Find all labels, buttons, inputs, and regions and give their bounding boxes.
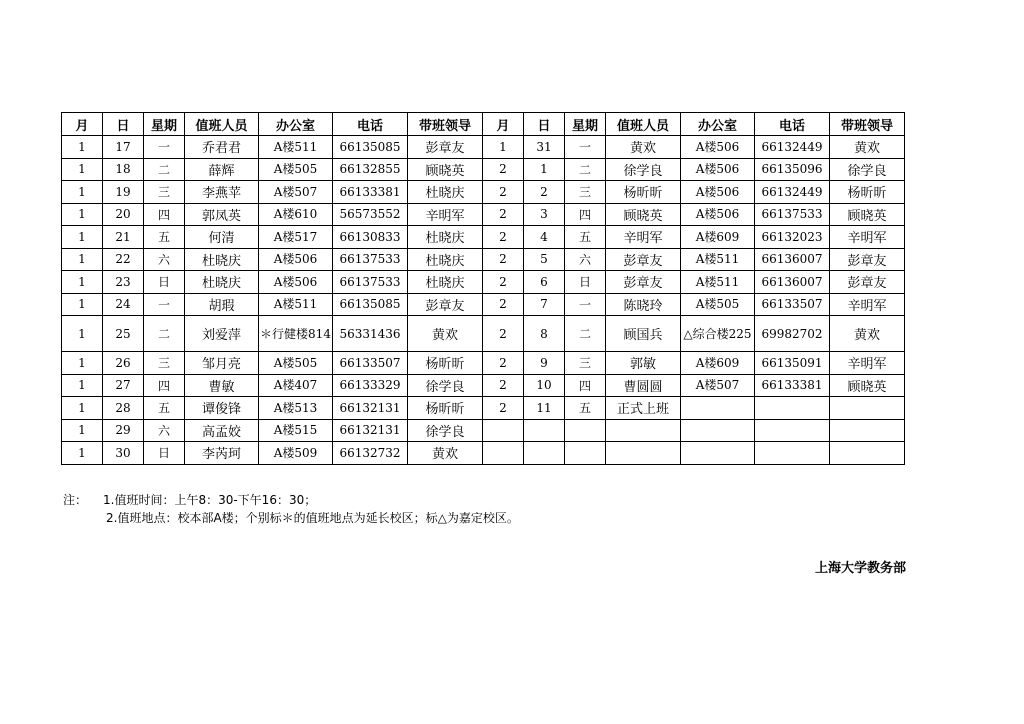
cell-weekday: 五	[144, 226, 185, 249]
cell-duty-person: 胡瑕	[185, 293, 259, 316]
col-header-leader: 带班领导	[830, 113, 905, 136]
cell-day	[524, 442, 565, 465]
cell-month: 1	[62, 374, 103, 397]
cell-duty-person: 陈晓玲	[606, 293, 681, 316]
cell-month: 2	[483, 203, 524, 226]
cell-leader: 彭章友	[408, 136, 483, 159]
notes-section	[63, 491, 519, 527]
cell-phone: 56573552	[333, 203, 408, 226]
cell-month: 1	[62, 271, 103, 294]
cell-day: 22	[103, 248, 144, 271]
cell-phone: 69982702	[755, 316, 830, 352]
cell-day: 8	[524, 316, 565, 352]
cell-phone: 66136007	[755, 248, 830, 271]
cell-phone: 66132855	[333, 158, 408, 181]
cell-leader: 杜晓庆	[408, 181, 483, 204]
cell-day: 27	[103, 374, 144, 397]
cell-leader: 顾晓英	[408, 158, 483, 181]
notes-label: 注：	[63, 493, 88, 507]
col-header-phone: 电话	[333, 113, 408, 136]
cell-duty-person: 李燕苹	[185, 181, 259, 204]
cell-leader	[830, 397, 905, 420]
cell-day: 28	[103, 397, 144, 420]
cell-office: A楼511	[259, 136, 333, 159]
cell-phone: 66135096	[755, 158, 830, 181]
cell-duty-person: 顾晓英	[606, 203, 681, 226]
cell-leader: 黄欢	[830, 316, 905, 352]
cell-leader: 辛明军	[830, 352, 905, 375]
cell-weekday: 三	[144, 352, 185, 375]
col-header-duty-person: 值班人员	[606, 113, 681, 136]
cell-duty-person: 彭章友	[606, 248, 681, 271]
cell-office: A楼511	[681, 248, 755, 271]
table-row	[62, 374, 905, 397]
cell-month: 2	[483, 248, 524, 271]
cell-weekday: 日	[144, 271, 185, 294]
cell-day: 29	[103, 419, 144, 442]
cell-phone: 66132131	[333, 419, 408, 442]
cell-weekday	[565, 442, 606, 465]
cell-month: 1	[62, 293, 103, 316]
cell-leader: 黄欢	[408, 316, 483, 352]
cell-day: 4	[524, 226, 565, 249]
cell-leader: 辛明军	[830, 226, 905, 249]
table-row	[62, 136, 905, 159]
cell-duty-person: 彭章友	[606, 271, 681, 294]
cell-day: 17	[103, 136, 144, 159]
cell-phone: 66130833	[333, 226, 408, 249]
cell-duty-person: 何清	[185, 226, 259, 249]
cell-phone: 66136007	[755, 271, 830, 294]
note-duty-time: 1.值班时间：上午8：30-下午16：30；	[103, 493, 317, 507]
cell-weekday: 六	[144, 419, 185, 442]
cell-month: 2	[483, 316, 524, 352]
note-duty-location: 2.值班地点：校本部A楼；个别标＊的值班地点为延长校区；标△为嘉定校区。	[106, 511, 519, 525]
cell-duty-person: 薛辉	[185, 158, 259, 181]
cell-phone: 66133381	[755, 374, 830, 397]
cell-month	[483, 419, 524, 442]
cell-office: A楼509	[259, 442, 333, 465]
cell-duty-person: 曹敏	[185, 374, 259, 397]
cell-month: 1	[62, 419, 103, 442]
cell-day: 6	[524, 271, 565, 294]
cell-day: 7	[524, 293, 565, 316]
cell-day: 11	[524, 397, 565, 420]
cell-duty-person: 杜晓庆	[185, 271, 259, 294]
cell-office: A楼506	[681, 181, 755, 204]
cell-weekday: 六	[144, 248, 185, 271]
cell-weekday: 二	[565, 158, 606, 181]
cell-month: 2	[483, 226, 524, 249]
cell-weekday: 五	[144, 397, 185, 420]
cell-duty-person: 郭敏	[606, 352, 681, 375]
cell-duty-person: 谭俊锋	[185, 397, 259, 420]
cell-duty-person: 邹月亮	[185, 352, 259, 375]
cell-weekday: 一	[144, 136, 185, 159]
cell-weekday: 三	[565, 181, 606, 204]
cell-month: 1	[62, 203, 103, 226]
cell-phone: 66132732	[333, 442, 408, 465]
cell-month: 2	[483, 352, 524, 375]
cell-phone: 66132449	[755, 136, 830, 159]
cell-day: 10	[524, 374, 565, 397]
cell-phone: 66133381	[333, 181, 408, 204]
cell-office: A楼506	[681, 136, 755, 159]
cell-day: 9	[524, 352, 565, 375]
col-header-phone: 电话	[755, 113, 830, 136]
cell-office	[681, 419, 755, 442]
cell-weekday: 四	[565, 203, 606, 226]
table-header-row	[62, 113, 905, 136]
cell-duty-person: 高孟姣	[185, 419, 259, 442]
cell-day: 31	[524, 136, 565, 159]
cell-duty-person: 徐学良	[606, 158, 681, 181]
cell-day: 30	[103, 442, 144, 465]
cell-leader: 徐学良	[408, 374, 483, 397]
table-row	[62, 158, 905, 181]
table-row	[62, 248, 905, 271]
cell-phone: 56331436	[333, 316, 408, 352]
cell-weekday: 一	[565, 293, 606, 316]
cell-month: 1	[62, 181, 103, 204]
cell-office	[681, 442, 755, 465]
cell-weekday	[565, 419, 606, 442]
cell-day: 21	[103, 226, 144, 249]
cell-day: 25	[103, 316, 144, 352]
cell-day: 23	[103, 271, 144, 294]
cell-leader: 辛明军	[408, 203, 483, 226]
cell-phone: 66135085	[333, 293, 408, 316]
table-row	[62, 397, 905, 420]
cell-weekday: 四	[144, 374, 185, 397]
cell-day: 5	[524, 248, 565, 271]
cell-weekday: 三	[144, 181, 185, 204]
cell-leader: 辛明军	[830, 293, 905, 316]
cell-office: A楼507	[681, 374, 755, 397]
cell-duty-person: 乔君君	[185, 136, 259, 159]
cell-duty-person: 刘爱萍	[185, 316, 259, 352]
table-row	[62, 181, 905, 204]
cell-day: 20	[103, 203, 144, 226]
cell-office: △综合楼225	[681, 316, 755, 352]
cell-duty-person	[606, 442, 681, 465]
cell-office: A楼609	[681, 352, 755, 375]
cell-phone: 66137533	[333, 271, 408, 294]
cell-office: A楼505	[259, 158, 333, 181]
col-header-month: 月	[62, 113, 103, 136]
cell-weekday: 一	[144, 293, 185, 316]
cell-phone	[755, 397, 830, 420]
cell-office: A楼511	[681, 271, 755, 294]
cell-office: A楼610	[259, 203, 333, 226]
cell-month	[483, 442, 524, 465]
table-row	[62, 316, 905, 352]
cell-office: A楼507	[259, 181, 333, 204]
col-header-weekday: 星期	[144, 113, 185, 136]
cell-phone: 66135085	[333, 136, 408, 159]
cell-month: 2	[483, 271, 524, 294]
table-row	[62, 293, 905, 316]
cell-office: A楼407	[259, 374, 333, 397]
cell-duty-person: 黄欢	[606, 136, 681, 159]
cell-office	[681, 397, 755, 420]
table-row	[62, 442, 905, 465]
cell-month: 1	[62, 158, 103, 181]
cell-month: 1	[62, 226, 103, 249]
table-row	[62, 271, 905, 294]
cell-phone: 66133329	[333, 374, 408, 397]
cell-office: A楼505	[681, 293, 755, 316]
cell-leader: 徐学良	[830, 158, 905, 181]
cell-office: A楼506	[259, 271, 333, 294]
cell-leader: 顾晓英	[830, 203, 905, 226]
table-row	[62, 352, 905, 375]
cell-phone: 66132131	[333, 397, 408, 420]
cell-duty-person: 正式上班	[606, 397, 681, 420]
cell-office: A楼515	[259, 419, 333, 442]
cell-month: 1	[483, 136, 524, 159]
cell-day: 2	[524, 181, 565, 204]
cell-day: 24	[103, 293, 144, 316]
cell-phone: 66133507	[333, 352, 408, 375]
cell-duty-person: 曹圆圆	[606, 374, 681, 397]
col-header-weekday: 星期	[565, 113, 606, 136]
col-header-duty-person: 值班人员	[185, 113, 259, 136]
cell-month: 1	[62, 442, 103, 465]
cell-day: 18	[103, 158, 144, 181]
cell-month: 2	[483, 181, 524, 204]
col-header-leader: 带班领导	[408, 113, 483, 136]
cell-leader: 杨昕昕	[408, 397, 483, 420]
cell-phone	[755, 442, 830, 465]
cell-leader: 杨昕昕	[830, 181, 905, 204]
cell-month: 1	[62, 397, 103, 420]
cell-duty-person: 辛明军	[606, 226, 681, 249]
table-row	[62, 226, 905, 249]
cell-phone: 66137533	[755, 203, 830, 226]
cell-leader: 彭章友	[408, 293, 483, 316]
cell-office: A楼517	[259, 226, 333, 249]
cell-day: 1	[524, 158, 565, 181]
cell-leader: 彭章友	[830, 248, 905, 271]
table-row	[62, 419, 905, 442]
cell-month: 1	[62, 352, 103, 375]
col-header-day: 日	[524, 113, 565, 136]
cell-weekday: 五	[565, 226, 606, 249]
cell-weekday: 二	[144, 158, 185, 181]
col-header-day: 日	[103, 113, 144, 136]
department-signature: 上海大学教务部	[814, 561, 906, 576]
cell-leader: 黄欢	[408, 442, 483, 465]
cell-month: 1	[62, 248, 103, 271]
cell-weekday: 二	[144, 316, 185, 352]
duty-roster-table	[61, 112, 905, 465]
cell-leader: 杜晓庆	[408, 226, 483, 249]
col-header-office: 办公室	[259, 113, 333, 136]
cell-duty-person: 杨昕昕	[606, 181, 681, 204]
cell-weekday: 日	[144, 442, 185, 465]
cell-leader: 杜晓庆	[408, 248, 483, 271]
cell-weekday: 四	[144, 203, 185, 226]
cell-leader: 徐学良	[408, 419, 483, 442]
cell-weekday: 一	[565, 136, 606, 159]
cell-office: A楼511	[259, 293, 333, 316]
cell-leader: 杜晓庆	[408, 271, 483, 294]
cell-day: 3	[524, 203, 565, 226]
cell-month: 1	[62, 136, 103, 159]
cell-office: A楼506	[681, 158, 755, 181]
cell-weekday: 二	[565, 316, 606, 352]
cell-day: 19	[103, 181, 144, 204]
cell-leader	[830, 419, 905, 442]
cell-office: A楼506	[681, 203, 755, 226]
cell-month: 2	[483, 397, 524, 420]
cell-duty-person: 杜晓庆	[185, 248, 259, 271]
cell-office: ＊行健楼814	[259, 316, 333, 352]
cell-duty-person: 顾国兵	[606, 316, 681, 352]
cell-phone: 66135091	[755, 352, 830, 375]
cell-leader: 杨昕昕	[408, 352, 483, 375]
cell-leader: 黄欢	[830, 136, 905, 159]
cell-leader: 顾晓英	[830, 374, 905, 397]
cell-office: A楼506	[259, 248, 333, 271]
cell-phone: 66133507	[755, 293, 830, 316]
cell-office: A楼505	[259, 352, 333, 375]
cell-weekday: 日	[565, 271, 606, 294]
cell-weekday: 四	[565, 374, 606, 397]
cell-phone: 66132023	[755, 226, 830, 249]
cell-month: 2	[483, 374, 524, 397]
col-header-office: 办公室	[681, 113, 755, 136]
cell-month: 2	[483, 293, 524, 316]
cell-phone	[755, 419, 830, 442]
cell-month: 1	[62, 316, 103, 352]
cell-month: 2	[483, 158, 524, 181]
cell-phone: 66137533	[333, 248, 408, 271]
cell-leader: 彭章友	[830, 271, 905, 294]
cell-office: A楼513	[259, 397, 333, 420]
cell-duty-person: 李芮珂	[185, 442, 259, 465]
table-row	[62, 203, 905, 226]
cell-day	[524, 419, 565, 442]
cell-duty-person	[606, 419, 681, 442]
col-header-month: 月	[483, 113, 524, 136]
cell-weekday: 三	[565, 352, 606, 375]
cell-leader	[830, 442, 905, 465]
cell-day: 26	[103, 352, 144, 375]
cell-duty-person: 郭凤英	[185, 203, 259, 226]
cell-office: A楼609	[681, 226, 755, 249]
cell-weekday: 五	[565, 397, 606, 420]
cell-phone: 66132449	[755, 181, 830, 204]
cell-weekday: 六	[565, 248, 606, 271]
